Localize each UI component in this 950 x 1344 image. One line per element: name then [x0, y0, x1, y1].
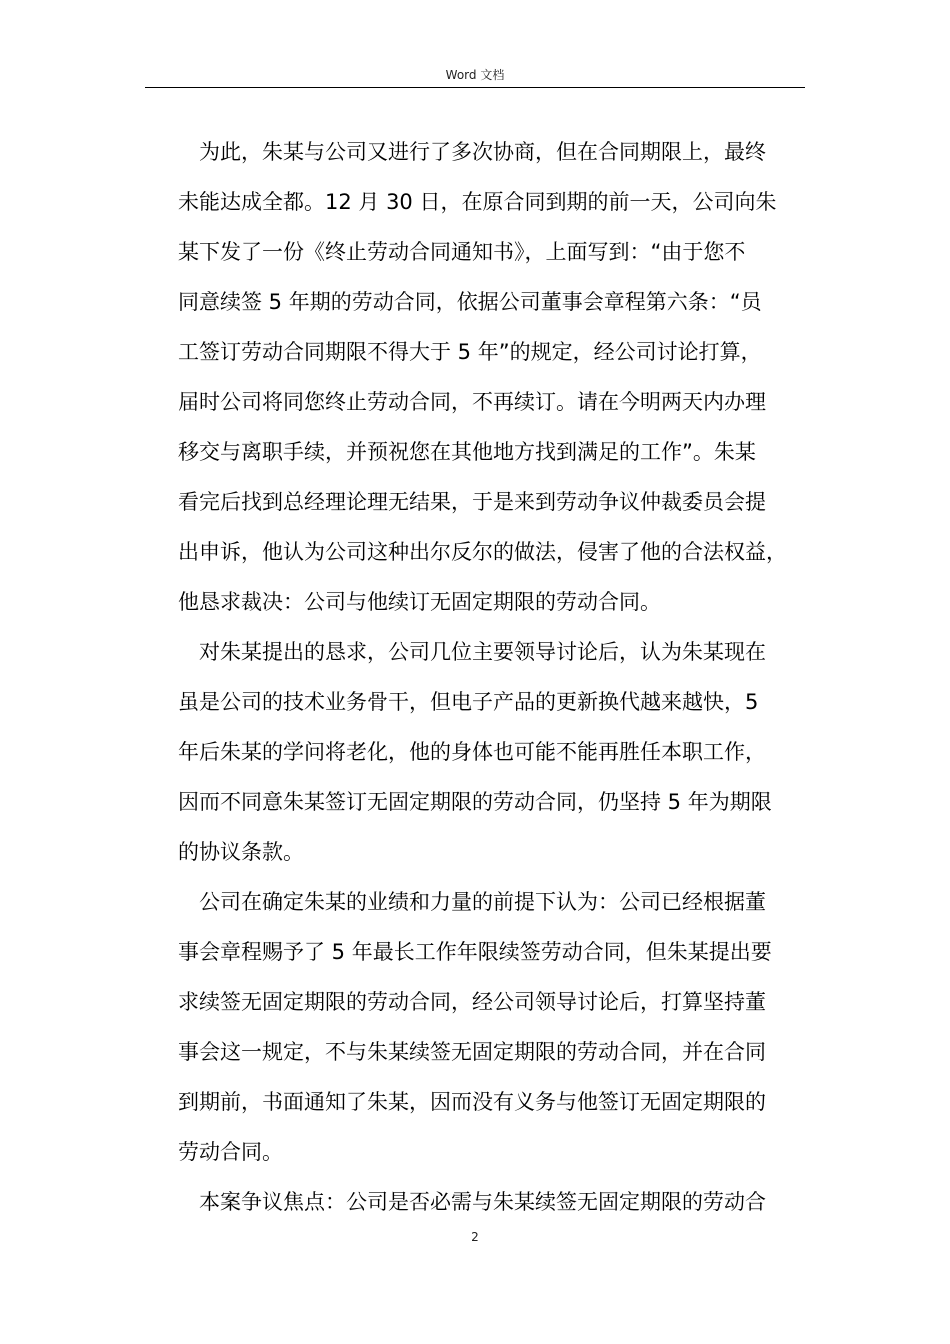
paragraph-line: 事会这一规定，不与朱某续签无固定期限的劳动合同，并在合同 — [178, 1040, 766, 1064]
paragraph-line: 工签订劳动合同期限不得大于 5 年”的规定，经公司讨论打算， — [178, 340, 762, 364]
paragraph-line: 因而不同意朱某签订无固定期限的劳动合同，仍坚持 5 年为期限 — [178, 790, 772, 814]
paragraph-line: 公司在确定朱某的业绩和力量的前提下认为：公司已经根据董 — [199, 890, 766, 914]
paragraph-line: 移交与离职手续，并预祝您在其他地方找到满足的工作”。朱某 — [178, 440, 756, 464]
paragraph-line: 某下发了一份《终止劳动合同通知书》，上面写到：“由于您不 — [178, 240, 746, 264]
paragraph-line: 虽是公司的技术业务骨干，但电子产品的更新换代越来越快，5 — [178, 690, 759, 714]
paragraph-line: 年后朱某的学问将老化，他的身体也可能不能再胜任本职工作， — [178, 740, 766, 764]
paragraph-line: 劳动合同。 — [178, 1140, 283, 1164]
paragraph-line: 的协议条款。 — [178, 840, 304, 864]
document-body — [178, 127, 806, 1227]
header-divider — [145, 87, 805, 88]
page-number: 2 — [471, 1230, 479, 1244]
paragraph-line: 本案争议焦点：公司是否必需与朱某续签无固定期限的劳动合 — [199, 1190, 766, 1214]
paragraph-line: 届时公司将同您终止劳动合同，不再续订。请在今明两天内办理 — [178, 390, 766, 414]
paragraph-line: 看完后找到总经理论理无结果，于是来到劳动争议仲裁委员会提 — [178, 490, 766, 514]
page-header: Word 文档 — [445, 68, 505, 82]
paragraph-line: 他恳求裁决：公司与他续订无固定期限的劳动合同。 — [178, 590, 661, 614]
paragraph-line: 出申诉，他认为公司这种出尔反尔的做法，侵害了他的合法权益， — [178, 540, 787, 564]
paragraph-line: 对朱某提出的恳求，公司几位主要领导讨论后，认为朱某现在 — [199, 640, 766, 664]
paragraph-line: 未能达成全都。12 月 30 日，在原合同到期的前一天，公司向朱 — [178, 190, 777, 214]
paragraph-line: 为此，朱某与公司又进行了多次协商，但在合同期限上，最终 — [199, 140, 766, 164]
paragraph-line: 事会章程赐予了 5 年最长工作年限续签劳动合同，但朱某提出要 — [178, 940, 772, 964]
paragraph-line: 同意续签 5 年期的劳动合同，依据公司董事会章程第六条：“员 — [178, 290, 762, 314]
paragraph-line: 到期前，书面通知了朱某，因而没有义务与他签订无固定期限的 — [178, 1090, 766, 1114]
paragraph-line: 求续签无固定期限的劳动合同，经公司领导讨论后，打算坚持董 — [178, 990, 766, 1014]
